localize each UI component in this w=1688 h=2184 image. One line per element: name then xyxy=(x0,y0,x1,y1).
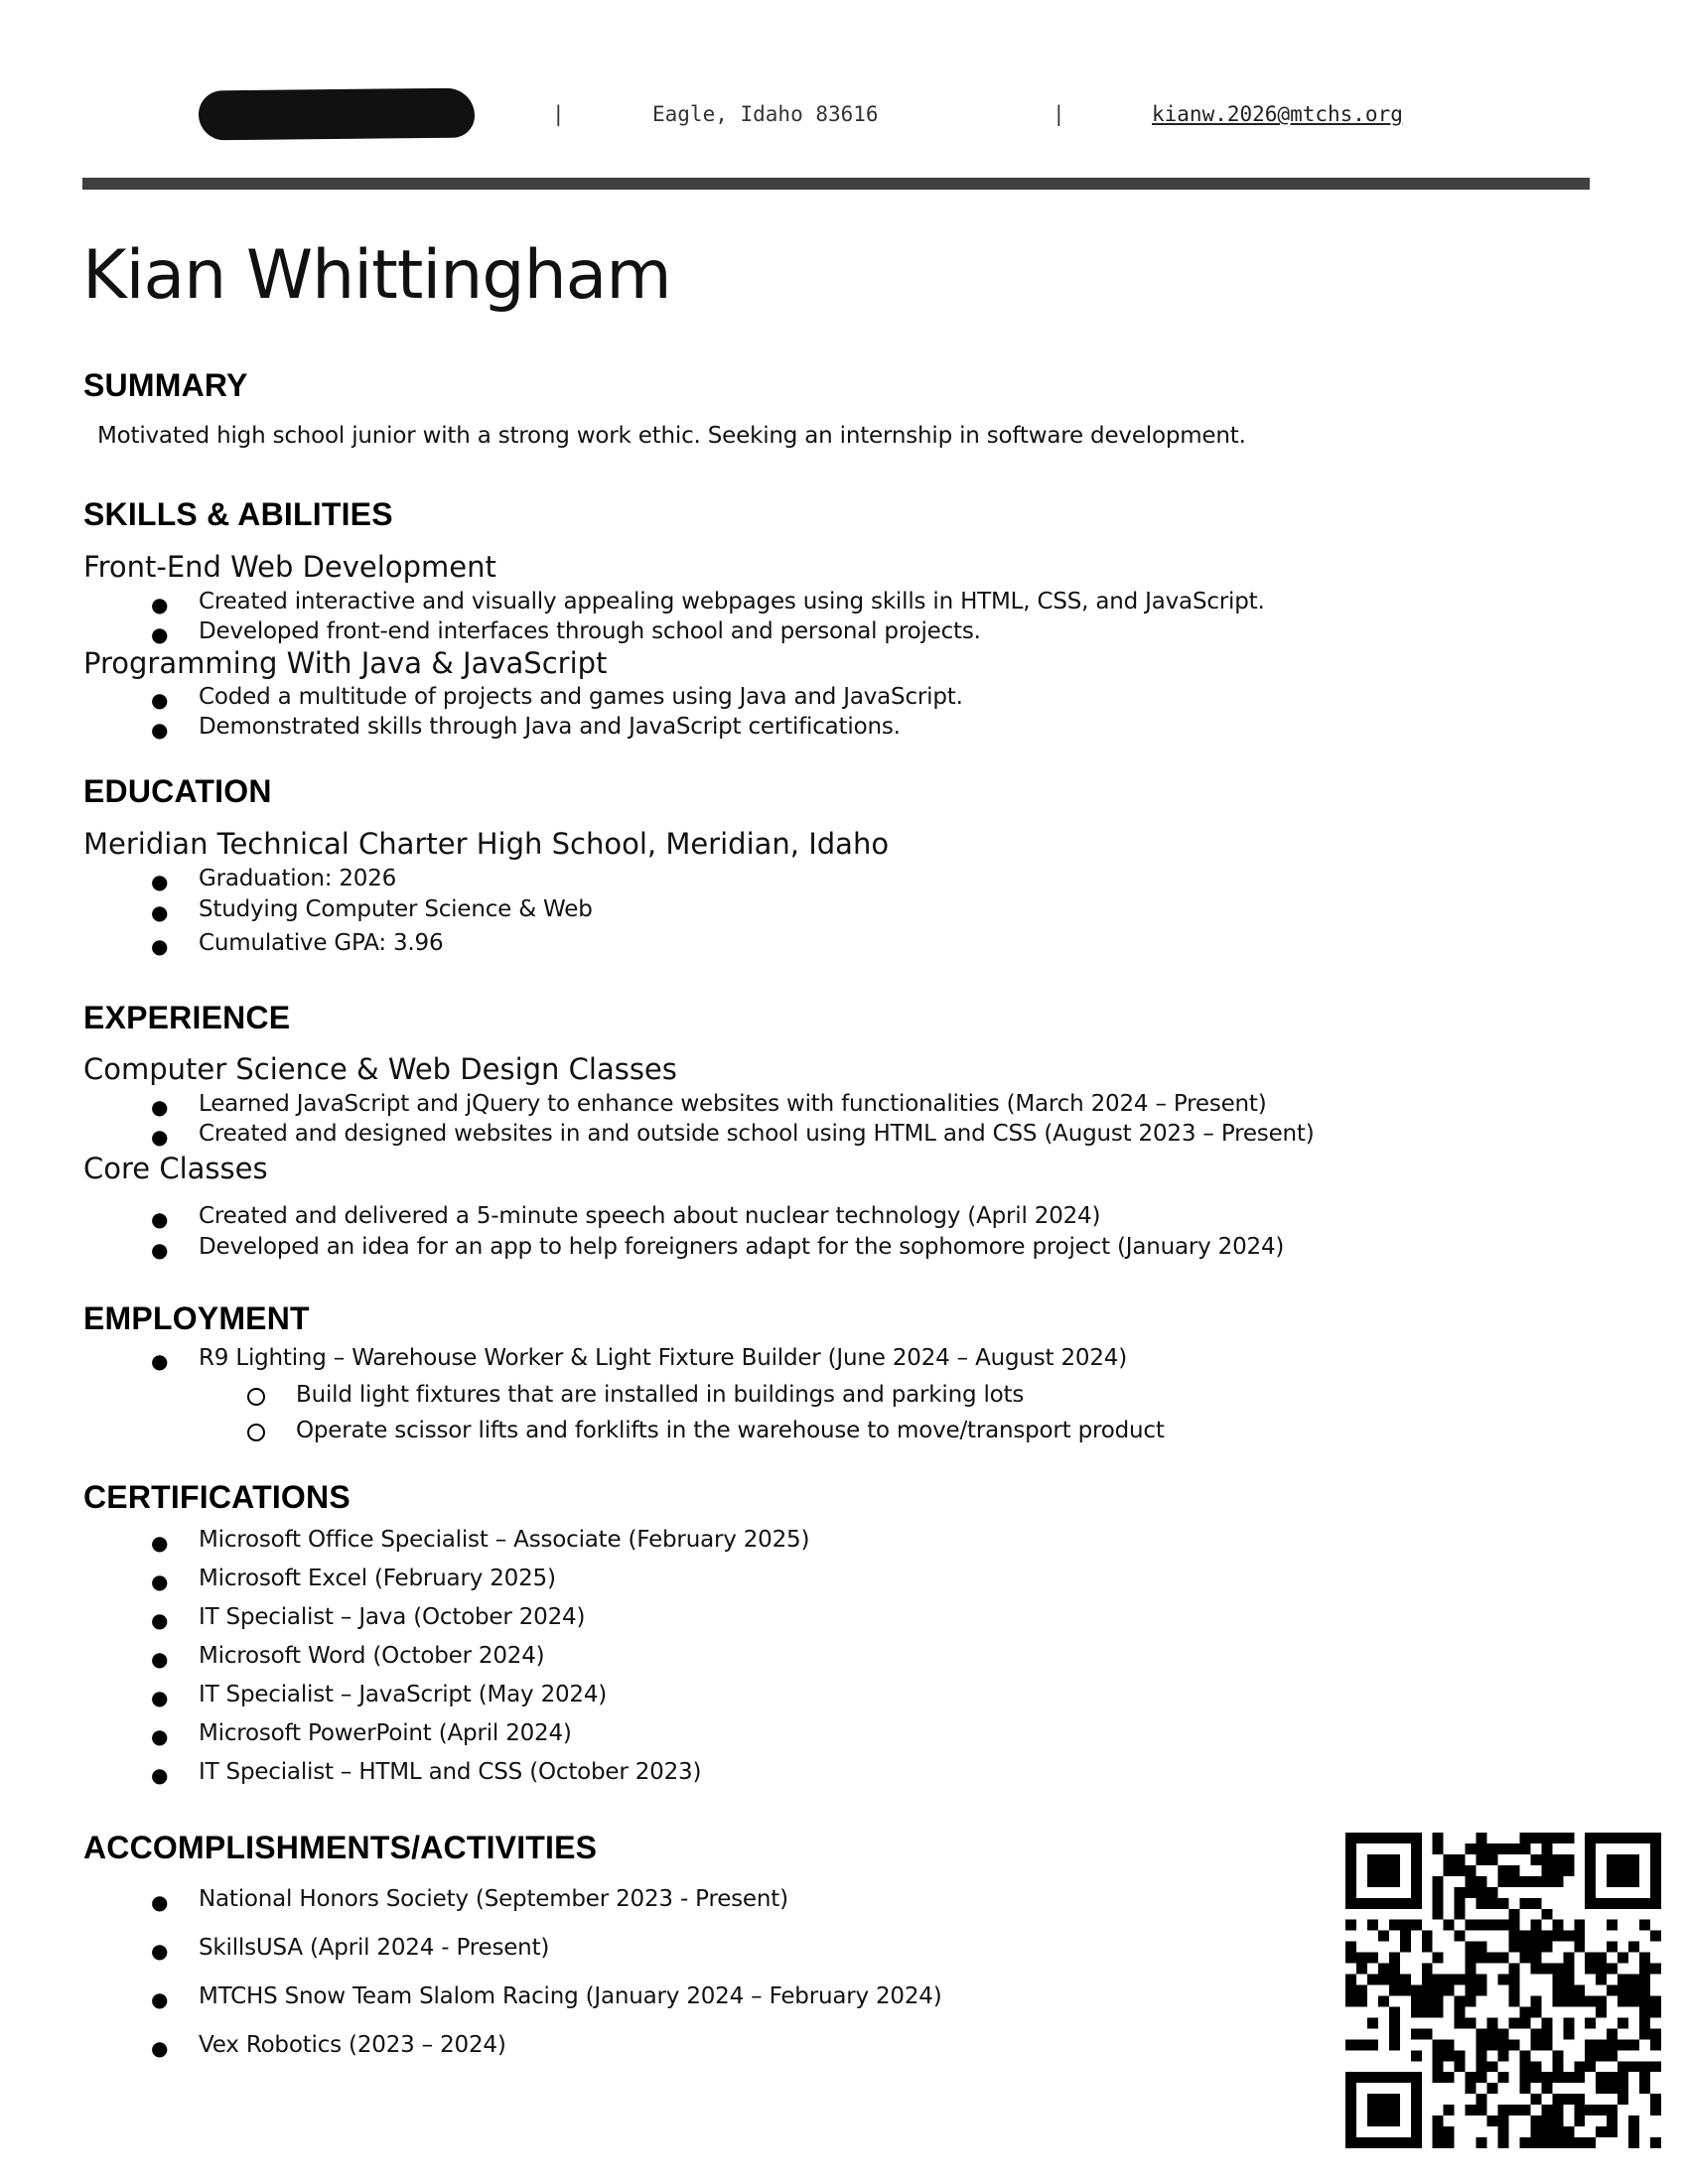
header-divider xyxy=(82,178,1590,190)
list-item: Microsoft Word (October 2024) xyxy=(199,1643,545,1669)
bullet-icon: ● xyxy=(151,1987,169,2011)
education-heading: EDUCATION xyxy=(83,773,272,809)
bullet-icon: ● xyxy=(151,1686,169,1709)
bullet-icon: ● xyxy=(151,718,169,742)
bullet-icon: ● xyxy=(151,688,169,712)
bullet-icon: ● xyxy=(151,1724,169,1748)
hollow-bullet-icon xyxy=(247,1424,265,1441)
list-item: IT Specialist – HTML and CSS (October 2023) xyxy=(199,1759,702,1785)
list-item: Graduation: 2026 xyxy=(199,866,397,891)
summary-text: Motivated high school junior with a strong work ethic. Seeking an internship in software development. xyxy=(97,423,1246,449)
skill-group-title: Programming With Java & JavaScript xyxy=(83,646,608,680)
list-item: Learned JavaScript and jQuery to enhance websites with functionalities (March 2024 – Present) xyxy=(199,1091,1267,1117)
contact-email-link[interactable]: kianw.2026@mtchs.org xyxy=(1152,102,1403,126)
experience-group-title: Computer Science & Web Design Classes xyxy=(83,1052,677,1086)
bullet-icon: ● xyxy=(151,1531,169,1555)
list-item: R9 Lighting – Warehouse Worker & Light Fixture Builder (June 2024 – August 2024) xyxy=(199,1345,1127,1371)
list-item: Developed an idea for an app to help foreigners adapt for the sophomore project (January 2024) xyxy=(199,1234,1285,1260)
contact-location: Eagle, Idaho 83616 xyxy=(652,102,879,126)
bullet-icon: ● xyxy=(151,1939,169,1963)
list-item: Vex Robotics (2023 – 2024) xyxy=(199,2032,506,2058)
resume-name: Kian Whittingham xyxy=(82,236,671,315)
list-item: Cumulative GPA: 3.96 xyxy=(199,930,444,956)
bullet-icon: ● xyxy=(151,1608,169,1632)
bullet-icon: ● xyxy=(151,1890,169,1914)
list-item: Studying Computer Science & Web xyxy=(199,896,593,922)
list-item: Created and delivered a 5-minute speech about nuclear technology (April 2024) xyxy=(199,1203,1101,1229)
bullet-icon: ● xyxy=(151,593,169,616)
hollow-bullet-icon xyxy=(247,1388,265,1406)
summary-heading: SUMMARY xyxy=(83,367,248,403)
bullet-icon: ● xyxy=(151,870,169,893)
skills-heading: SKILLS & ABILITIES xyxy=(83,496,393,532)
list-item: Build light fixtures that are installed in buildings and parking lots xyxy=(296,1382,1025,1408)
bullet-icon: ● xyxy=(151,1349,169,1373)
bullet-icon: ● xyxy=(151,1570,169,1593)
list-item: IT Specialist – Java (October 2024) xyxy=(199,1604,586,1630)
school-name: Meridian Technical Charter High School, Meridian, Idaho xyxy=(83,827,890,861)
list-item: Demonstrated skills through Java and JavaScript certifications. xyxy=(199,714,901,740)
certifications-heading: CERTIFICATIONS xyxy=(83,1479,351,1515)
activities-heading: ACCOMPLISHMENTS/ACTIVITIES xyxy=(83,1830,598,1865)
list-item: Coded a multitude of projects and games using Java and JavaScript. xyxy=(199,684,963,710)
bullet-icon: ● xyxy=(151,1095,169,1119)
list-item: MTCHS Snow Team Slalom Racing (January 2024 – February 2024) xyxy=(199,1983,942,2009)
bullet-icon: ● xyxy=(151,1763,169,1787)
list-item: Created and designed websites in and outside school using HTML and CSS (August 2023 – Present) xyxy=(199,1121,1315,1147)
bullet-icon: ● xyxy=(151,1647,169,1671)
bullet-icon: ● xyxy=(151,900,169,924)
experience-group-title: Core Classes xyxy=(83,1152,268,1185)
employment-heading: EMPLOYMENT xyxy=(83,1300,310,1336)
contact-separator: | xyxy=(1053,102,1065,126)
list-item: SkillsUSA (April 2024 - Present) xyxy=(199,1935,550,1961)
bullet-icon: ● xyxy=(151,622,169,646)
bullet-icon: ● xyxy=(151,934,169,958)
list-item: Microsoft PowerPoint (April 2024) xyxy=(199,1720,572,1746)
bullet-icon: ● xyxy=(151,2036,169,2060)
qr-code-icon xyxy=(1345,1833,1661,2148)
list-item: Operate scissor lifts and forklifts in the warehouse to move/transport product xyxy=(296,1418,1165,1443)
list-item: IT Specialist – JavaScript (May 2024) xyxy=(199,1682,608,1707)
list-item: Created interactive and visually appealing webpages using skills in HTML, CSS, and JavaScript. xyxy=(199,589,1265,614)
bullet-icon: ● xyxy=(151,1207,169,1231)
list-item: Developed front-end interfaces through school and personal projects. xyxy=(199,618,981,644)
experience-heading: EXPERIENCE xyxy=(83,1000,291,1035)
bullet-icon: ● xyxy=(151,1125,169,1149)
list-item: Microsoft Excel (February 2025) xyxy=(199,1566,556,1591)
bullet-icon: ● xyxy=(151,1238,169,1262)
contact-separator: | xyxy=(552,102,565,126)
list-item: National Honors Society (September 2023 - Present) xyxy=(199,1886,788,1912)
list-item: Microsoft Office Specialist – Associate (February 2025) xyxy=(199,1527,810,1553)
skill-group-title: Front-End Web Development xyxy=(83,550,496,584)
redacted-phone-block xyxy=(199,88,476,141)
